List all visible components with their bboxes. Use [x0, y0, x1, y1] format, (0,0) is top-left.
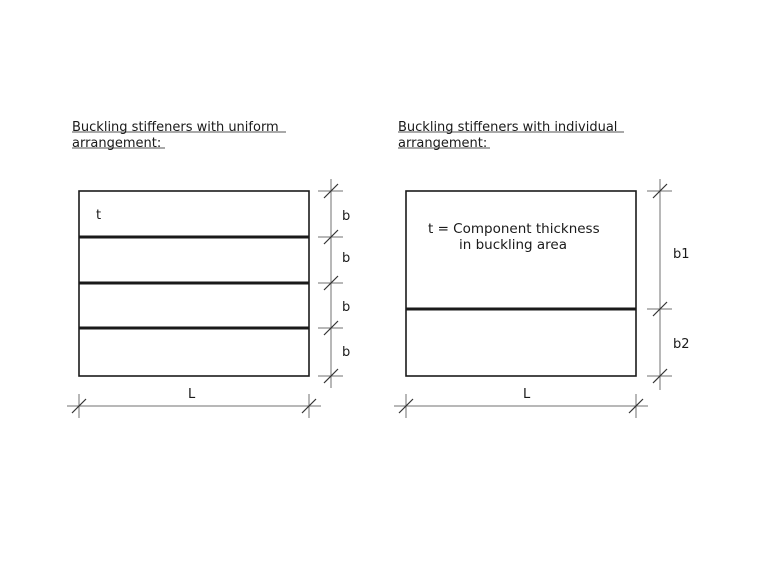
individual-horizontal-dimension — [394, 387, 648, 418]
uniform-caption-line2: arrangement: — [72, 136, 162, 151]
thickness-note-line2: in buckling area — [459, 237, 567, 253]
individual-band-label-1: b1 — [673, 247, 690, 262]
individual-vertical-dimension — [647, 179, 690, 390]
uniform-thickness-label: t — [96, 208, 102, 223]
individual-plate-outline — [406, 191, 636, 376]
individual-caption-line2: arrangement: — [398, 136, 488, 151]
individual-band-label-2: b2 — [673, 337, 690, 352]
uniform-horizontal-dimension — [67, 387, 321, 418]
uniform-vertical-dimension — [318, 179, 350, 388]
uniform-band-label-4: b — [342, 345, 351, 360]
individual-length-label: L — [523, 387, 531, 402]
individual-caption-line1: Buckling stiffeners with individual — [398, 120, 618, 135]
uniform-caption-line1: Buckling stiffeners with uniform — [72, 120, 279, 135]
uniform-length-label: L — [188, 387, 196, 402]
thickness-note-line1: t = Component thickness — [428, 221, 600, 237]
uniform-band-label-3: b — [342, 300, 351, 315]
individual-arrangement-diagram — [394, 120, 690, 418]
uniform-band-label-2: b — [342, 251, 351, 266]
uniform-band-label-1: b — [342, 209, 351, 224]
uniform-arrangement-diagram — [67, 120, 350, 418]
